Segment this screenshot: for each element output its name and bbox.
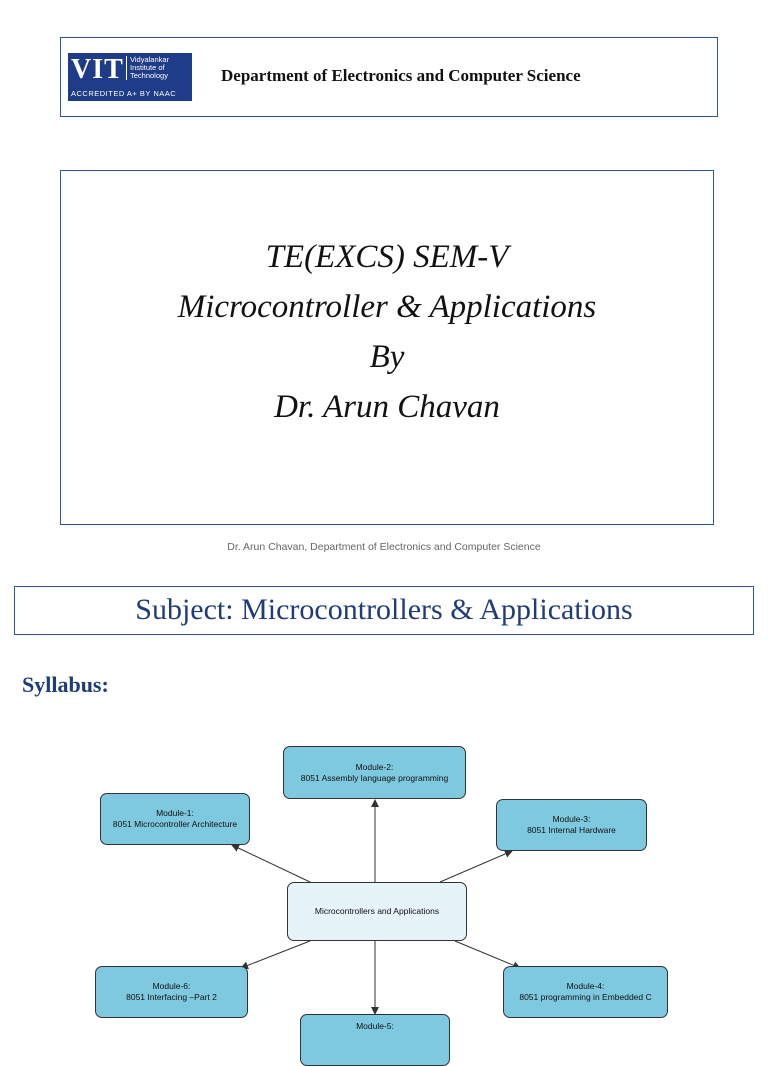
department-name: Department of Electronics and Computer Science — [221, 66, 581, 85]
module-1-node: Module-1: 8051 Microcontroller Architecture — [100, 793, 250, 845]
by-label: By — [369, 339, 405, 375]
logo-institute-name: Vidyalankar Institute of Technology — [126, 56, 192, 80]
arrow-to-module-6 — [241, 941, 310, 968]
logo-accreditation: ACCREDITED A+ BY NAAC — [71, 89, 177, 98]
module-3-node: Module-3: 8051 Internal Hardware — [496, 799, 647, 851]
module-2-node: Module-2: 8051 Assembly language programming — [283, 746, 466, 799]
module-6-node: Module-6: 8051 Interfacing –Part 2 — [95, 966, 248, 1018]
module-4-node: Module-4: 8051 programming in Embedded C — [503, 966, 668, 1018]
logo-abbr: VIT — [71, 54, 124, 85]
module-5-node: Module-5: — [300, 1014, 450, 1066]
course-title: Microcontroller & Applications — [177, 289, 597, 325]
subject-heading: Subject: Microcontrollers & Applications — [135, 593, 633, 626]
syllabus-heading: Syllabus: — [22, 672, 109, 697]
arrow-to-module-3 — [440, 851, 512, 882]
author-name: Dr. Arun Chavan — [274, 389, 500, 425]
center-node: Microcontrollers and Applications — [287, 882, 467, 941]
arrow-to-module-1 — [232, 845, 310, 882]
course-code: TE(EXCS) SEM-V — [265, 239, 509, 275]
arrow-to-module-4 — [455, 941, 520, 968]
slide-footer: Dr. Arun Chavan, Department of Electronics and Computer Science — [227, 541, 541, 553]
